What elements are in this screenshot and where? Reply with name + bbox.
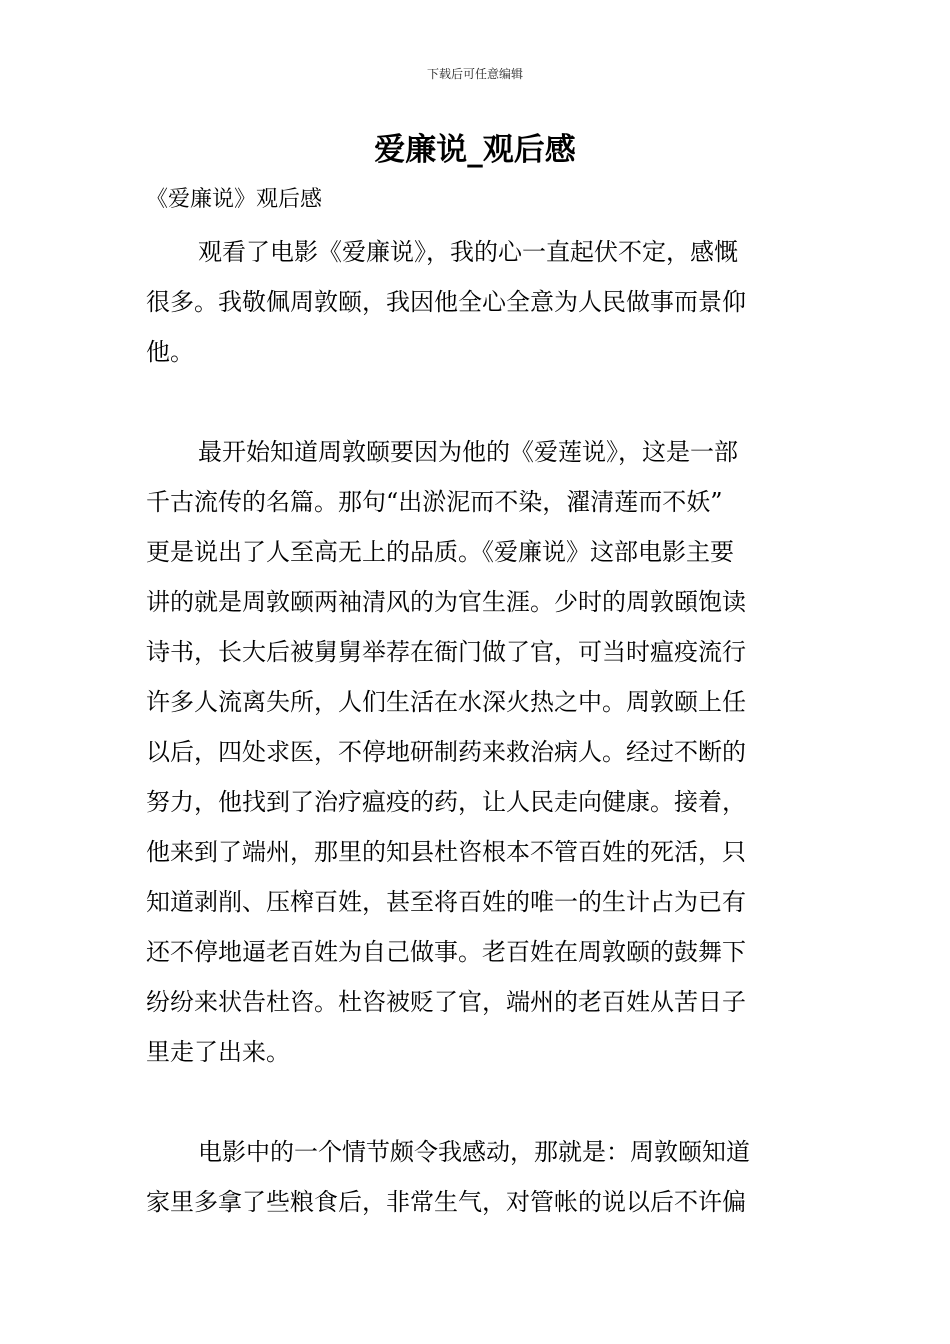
header-note: 下载后可任意编辑 [426,67,523,81]
paragraph-line: 诗书，长大后被舅舅举荐在衙门做了官，可当时瘟疫流行 [146,638,746,666]
paragraph-line: 最开始知道周敦颐要因为他的《爱莲说》，这是一部 [198,438,738,466]
paragraph-line: 还不停地逼老百姓为自己做事。老百姓在周敦颐的鼓舞下 [146,938,746,966]
paragraph-line: 里走了出来。 [146,1038,290,1066]
paragraph-line: 知道剥削、压榨百姓，甚至将百姓的唯一的生计占为已有 [146,888,746,916]
paragraph-line: 家里多拿了些粮食后，非常生气，对管帐的说以后不许偏 [146,1188,746,1216]
paragraph-3 [146,1127,806,1227]
paragraph-line: 很多。我敬佩周敦颐，我因他全心全意为人民做事而景仰 [146,288,746,316]
document-subtitle: 《爱廉说》观后感 [146,187,323,212]
paragraph-2 [146,427,806,1077]
paragraph-line: 纷纷来状告杜咨。杜咨被贬了官，端州的老百姓从苦日子 [146,988,746,1016]
paragraph-line: 许多人流离失所，人们生活在水深火热之中。周敦颐上任 [146,688,746,716]
paragraph-1 [146,227,806,377]
document-body [146,178,806,1227]
document-title: 爱廉说_观后感 [374,132,576,168]
paragraph-line: 以后，四处求医，不停地研制药来救治病人。经过不断的 [146,738,746,766]
paragraph-line: 他。 [146,338,194,366]
paragraph-line: 讲的就是周敦颐两袖清风的为官生涯。少时的周敦頣饱读 [146,588,746,616]
paragraph-line: 千古流传的名篇。那句“出淤泥而不染，濯清莲而不妖” [146,488,723,516]
paragraph-line: 努力，他找到了治疗瘟疫的药，让人民走向健康。接着， [146,788,746,816]
paragraph-line: 观看了电影《爱廉说》，我的心一直起伏不定，感慨 [198,238,738,266]
paragraph-line: 他来到了端州，那里的知县杜咨根本不管百姓的死活，只 [146,838,746,866]
paragraph-line: 电影中的一个情节颇令我感动，那就是：周敦颐知道 [198,1138,750,1166]
paragraph-line: 更是说出了人至高无上的品质。《爱廉说》这部电影主要 [146,538,734,566]
